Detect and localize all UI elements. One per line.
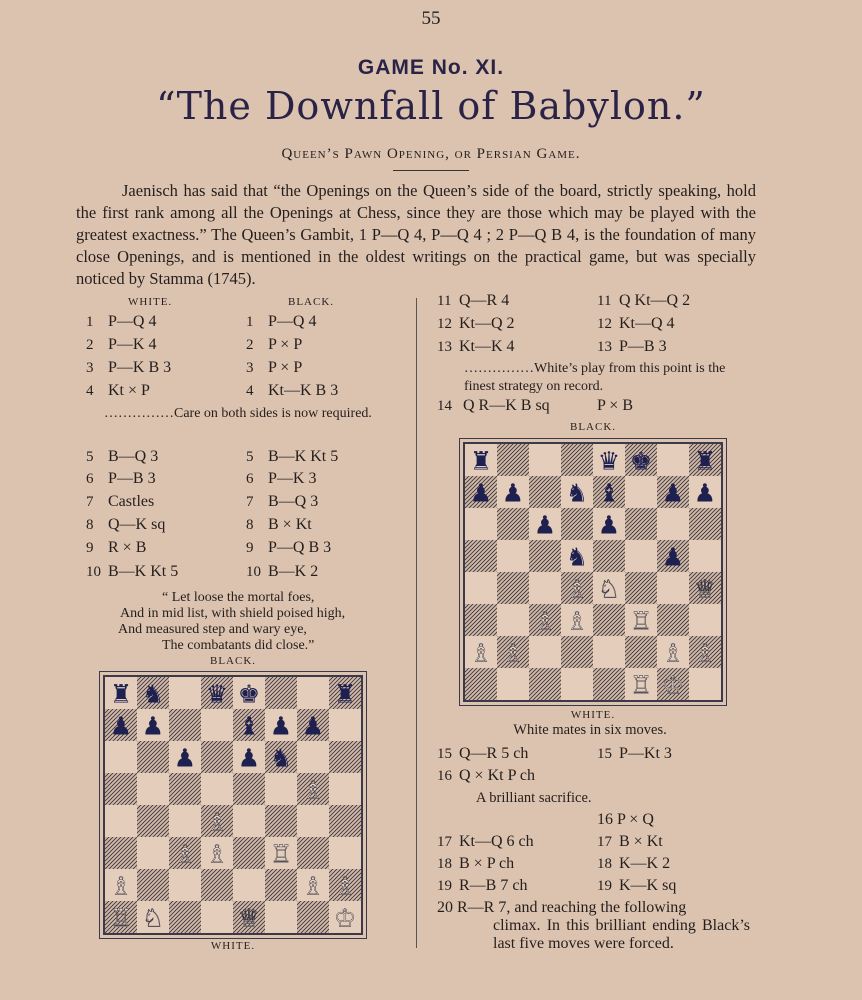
black-move — [597, 745, 672, 763]
light-square — [689, 604, 721, 636]
board1-top-label: BLACK. — [209, 655, 257, 667]
move-number: 5 — [246, 449, 254, 465]
move-row — [86, 448, 158, 466]
light-square — [265, 773, 297, 805]
black-pawn-icon: ♟ — [501, 478, 525, 508]
black-move-text: B × Kt — [619, 833, 663, 850]
white-move: Kt—K 4 — [459, 338, 515, 355]
move-20-continued: climax. In this brilliant ending Black’s last five moves were forced. — [493, 917, 750, 952]
black-rook-icon: ♜ — [109, 679, 133, 709]
divider-rule — [393, 170, 469, 171]
light-square — [497, 540, 529, 572]
white-bishop-icon: ♗ — [501, 638, 525, 668]
move-row — [437, 338, 515, 356]
white-rook-icon: ♖ — [269, 839, 293, 869]
white-bishop-icon: ♗ — [301, 775, 325, 805]
move-row — [86, 493, 154, 511]
move-row — [437, 292, 509, 310]
white-move: B—K Kt 5 — [108, 563, 179, 580]
white-move: Q—R 4 — [459, 292, 510, 309]
black-move — [246, 336, 302, 354]
white-move: B × P ch — [459, 855, 515, 872]
move-number: 5 — [86, 449, 94, 465]
black-pawn-icon: ♟ — [533, 510, 557, 540]
black-move-text: P—Q 4 — [268, 313, 317, 330]
move-row — [86, 359, 171, 377]
black-pawn-icon: ♟ — [109, 711, 133, 741]
move-row — [437, 315, 515, 333]
light-square — [297, 677, 329, 709]
move-number: 12 — [597, 316, 612, 332]
white-bishop-icon: ♗ — [333, 871, 357, 901]
black-pawn-icon: ♟ — [597, 510, 621, 540]
move-number: 13 — [597, 339, 612, 355]
white-move: Kt—Q 6 ch — [459, 833, 534, 850]
black-queen-icon: ♛ — [597, 446, 621, 476]
light-square — [201, 773, 233, 805]
black-rook-icon: ♜ — [469, 446, 493, 476]
game-title: GAME No. XI. — [357, 56, 505, 79]
white-knight-icon: ♘ — [141, 903, 165, 933]
light-square — [593, 636, 625, 668]
move-number: 9 — [86, 540, 94, 556]
white-king-icon: ♔ — [333, 903, 357, 933]
black-move — [597, 877, 676, 895]
white-move: B—Q 3 — [108, 448, 159, 465]
move-number: 9 — [246, 540, 254, 556]
mate-note: White mates in six moves. — [513, 722, 667, 738]
light-square — [233, 869, 265, 901]
poem-line: And in mid list, with shield poised high, — [120, 606, 346, 621]
black-move-text: Kt—Q 4 — [619, 315, 675, 332]
black-move-text: P—Q B 3 — [268, 539, 332, 556]
light-square — [105, 805, 137, 837]
black-pawn-icon: ♟ — [173, 743, 197, 773]
white-bishop-icon: ♗ — [661, 638, 685, 668]
move-number: 16 — [437, 768, 452, 784]
move-number: 1 — [246, 314, 254, 330]
move-number: 10 — [86, 564, 101, 580]
dark-square — [497, 572, 529, 604]
move-number: 2 — [86, 337, 94, 353]
white-bishop-icon: ♗ — [469, 638, 493, 668]
black-pawn-icon: ♟ — [237, 743, 261, 773]
black-move-16: 16 P × Q — [597, 811, 654, 828]
dark-square — [561, 636, 593, 668]
dark-square — [593, 604, 625, 636]
black-knight-icon: ♞ — [141, 679, 165, 709]
white-move: Q—K sq — [108, 516, 166, 533]
dark-square — [497, 508, 529, 540]
dark-square — [529, 668, 561, 700]
dark-square — [297, 901, 329, 933]
board2-top-label: BLACK. — [569, 421, 617, 433]
light-square — [297, 805, 329, 837]
white-move: P—K B 3 — [108, 359, 172, 376]
move-number: 3 — [86, 360, 94, 376]
dark-square — [105, 773, 137, 805]
black-queen-icon: ♛ — [205, 679, 229, 709]
black-bishop-icon: ♝ — [237, 711, 261, 741]
white-move: Q × Kt P ch — [459, 767, 535, 784]
intro-paragraph: Jaenisch has said that “the Openings on the Queen’s side of the board, strictly speaking, hold the first rank among all the Openings at Chess, since they are those which may be played with the greatest exactness.” The Queen’s Gambit, 1 P—Q 4, P—Q 4 ; 2 P—Q B 4, is the foundation of many close Openings, and is mentioned in the oldest writings on the practical game, but was specially noticed by Stamma (1745). — [76, 181, 756, 288]
note-strategy: ……………White’s play from this point is the finest strategy on record. — [464, 361, 726, 394]
move-number: 14 — [437, 398, 452, 414]
black-move — [246, 470, 316, 488]
white-rook-icon: ♖ — [629, 606, 653, 636]
move-row — [86, 382, 150, 400]
white-move: P—Q 4 — [108, 313, 157, 330]
black-pawn-icon: ♟ — [693, 478, 717, 508]
white-bishop-icon: ♗ — [173, 839, 197, 869]
light-square — [625, 540, 657, 572]
move-number: 13 — [437, 339, 452, 355]
dark-square — [561, 444, 593, 476]
black-move-text: B × Kt — [268, 516, 312, 533]
dark-square — [233, 773, 265, 805]
dark-square — [105, 837, 137, 869]
move-number: 17 — [597, 834, 612, 850]
move-number: 19 — [437, 878, 452, 894]
move-number: 19 — [597, 878, 612, 894]
black-move-text: B—Q 3 — [268, 493, 319, 510]
move-number: 11 — [597, 293, 612, 309]
white-header: WHITE. — [128, 296, 173, 308]
dark-square — [265, 869, 297, 901]
sacrifice-note: A brilliant sacrifice. — [476, 790, 592, 806]
light-square — [561, 668, 593, 700]
white-bishop-icon: ♗ — [565, 574, 589, 604]
move-number: 8 — [86, 517, 94, 533]
dark-square — [201, 741, 233, 773]
white-move: P—K 4 — [108, 336, 157, 353]
move-number: 6 — [86, 471, 94, 487]
light-square — [201, 709, 233, 741]
final-move-text — [437, 899, 750, 953]
column-divider — [416, 298, 417, 948]
move-row — [437, 767, 535, 785]
move-row — [437, 833, 534, 851]
move-row — [437, 855, 514, 873]
move-number: 18 — [437, 856, 452, 872]
black-move-text: P × P — [268, 336, 303, 353]
white-move: R—B 7 ch — [459, 877, 528, 894]
move-number: 11 — [437, 293, 452, 309]
light-square — [465, 508, 497, 540]
page-number: 55 — [421, 8, 441, 29]
light-square — [329, 773, 361, 805]
black-king-icon: ♚ — [629, 446, 653, 476]
light-square — [329, 709, 361, 741]
white-move: P—B 3 — [108, 470, 156, 487]
light-square — [329, 837, 361, 869]
move-number: 2 — [246, 337, 254, 353]
black-move-text: P—B 3 — [619, 338, 667, 355]
light-square — [657, 508, 689, 540]
move-number: 7 — [246, 494, 254, 510]
black-move-text: K—K sq — [619, 877, 677, 894]
light-square — [169, 805, 201, 837]
black-move — [597, 292, 690, 310]
move-number: 15 — [597, 746, 612, 762]
black-move-text: Kt—K B 3 — [268, 382, 339, 399]
dark-square — [465, 668, 497, 700]
opening-name: Queen’s Pawn Opening, or Persian Game. — [281, 146, 581, 162]
white-bishop-icon: ♗ — [205, 807, 229, 837]
light-square — [625, 476, 657, 508]
move-number: 4 — [86, 383, 94, 399]
dark-square — [265, 805, 297, 837]
dark-square — [497, 444, 529, 476]
game-subtitle: “The Downfall of Babylon.” — [156, 84, 706, 128]
black-pawn-icon: ♟ — [301, 711, 325, 741]
black-bishop-icon: ♝ — [597, 478, 621, 508]
white-queen-icon: ♕ — [693, 574, 717, 604]
move-number: 18 — [597, 856, 612, 872]
black-king-icon: ♚ — [237, 679, 261, 709]
move-number: 7 — [86, 494, 94, 510]
dark-square — [169, 773, 201, 805]
move-row — [437, 877, 527, 895]
dark-square — [529, 476, 561, 508]
light-square — [105, 741, 137, 773]
move-row — [86, 563, 178, 581]
black-knight-icon: ♞ — [565, 542, 589, 572]
white-move: Castles — [108, 493, 155, 510]
white-move: Q R—K B sq — [463, 397, 550, 414]
chess-diagram-2 — [463, 442, 723, 702]
light-square — [657, 444, 689, 476]
white-move: Q—R 5 ch — [459, 745, 529, 762]
dark-square — [169, 901, 201, 933]
move-number: 17 — [437, 834, 452, 850]
dark-square — [465, 604, 497, 636]
black-rook-icon: ♜ — [693, 446, 717, 476]
light-square — [689, 540, 721, 572]
black-move — [246, 563, 318, 581]
dark-square — [689, 508, 721, 540]
light-square — [497, 668, 529, 700]
poem-line: The combatants did close.” — [162, 638, 315, 653]
move-20: 20 R—R 7, and reaching the following — [437, 899, 687, 916]
dark-square — [625, 508, 657, 540]
board2-bottom-label: WHITE. — [570, 709, 616, 721]
light-square — [169, 869, 201, 901]
white-bishop-icon: ♗ — [109, 871, 133, 901]
black-move — [246, 516, 312, 534]
note-care: ……………Care on both sides is now required. — [104, 406, 372, 421]
black-move — [246, 359, 302, 377]
black-move — [597, 315, 675, 333]
white-bishop-icon: ♗ — [693, 638, 717, 668]
move-row — [437, 745, 528, 763]
chessboard — [105, 677, 361, 933]
white-bishop-icon: ♗ — [301, 871, 325, 901]
black-move — [597, 338, 667, 356]
move-number: 3 — [246, 360, 254, 376]
white-knight-icon: ♘ — [597, 574, 621, 604]
black-pawn-icon: ♟ — [269, 711, 293, 741]
white-bishop-icon: ♗ — [205, 839, 229, 869]
white-king-icon: ♔ — [661, 670, 685, 700]
move-row — [86, 313, 156, 331]
dark-square — [625, 636, 657, 668]
poem — [104, 590, 414, 654]
light-square — [265, 901, 297, 933]
light-square — [497, 604, 529, 636]
white-move: Kt × P — [108, 382, 150, 399]
light-square — [529, 636, 561, 668]
black-move — [246, 382, 338, 400]
light-square — [297, 741, 329, 773]
black-knight-icon: ♞ — [565, 478, 589, 508]
light-square — [201, 901, 233, 933]
white-rook-icon: ♖ — [109, 903, 133, 933]
black-move-text: B—K 2 — [268, 563, 319, 580]
light-square — [465, 572, 497, 604]
black-move-text: P × P — [268, 359, 303, 376]
light-square — [137, 773, 169, 805]
move-number: 6 — [246, 471, 254, 487]
dark-square — [265, 677, 297, 709]
move-number: 10 — [246, 564, 261, 580]
black-rook-icon: ♜ — [333, 679, 357, 709]
light-square — [169, 677, 201, 709]
move-number: 12 — [437, 316, 452, 332]
dark-square — [169, 709, 201, 741]
move-number: 4 — [246, 383, 254, 399]
black-knight-icon: ♞ — [269, 743, 293, 773]
black-move — [246, 493, 318, 511]
white-bishop-icon: ♗ — [565, 606, 589, 636]
white-move: Kt—Q 2 — [459, 315, 515, 332]
move-row — [86, 336, 156, 354]
light-square — [689, 668, 721, 700]
chessboard — [465, 444, 721, 700]
dark-square — [297, 837, 329, 869]
move-row — [86, 516, 165, 534]
white-rook-icon: ♖ — [629, 670, 653, 700]
chess-diagram-1 — [103, 675, 363, 935]
dark-square — [657, 604, 689, 636]
dark-square — [593, 540, 625, 572]
black-move-text: Q Kt—Q 2 — [619, 292, 691, 309]
move-row — [437, 397, 550, 415]
black-pawn-icon: ♟ — [661, 542, 685, 572]
light-square — [233, 805, 265, 837]
black-move-text: P—K 3 — [268, 470, 317, 487]
dark-square — [233, 837, 265, 869]
black-move — [597, 855, 670, 873]
dark-square — [137, 805, 169, 837]
black-move — [246, 539, 331, 557]
dark-square — [625, 572, 657, 604]
dark-square — [201, 869, 233, 901]
dark-square — [529, 540, 561, 572]
move-number: 8 — [246, 517, 254, 533]
black-pawn-icon: ♟ — [661, 478, 685, 508]
poem-line: And measured step and wary eye, — [118, 622, 307, 637]
move-row — [86, 470, 156, 488]
move-number: 1 — [86, 314, 94, 330]
black-move-text: K—K 2 — [619, 855, 671, 872]
dark-square — [329, 805, 361, 837]
black-move-text: B—K Kt 5 — [268, 448, 339, 465]
dark-square — [137, 741, 169, 773]
dark-square — [593, 668, 625, 700]
black-move — [597, 833, 663, 851]
board1-bottom-label: WHITE. — [210, 940, 256, 952]
move-number: 15 — [437, 746, 452, 762]
white-move: R × B — [108, 539, 147, 556]
dark-square — [465, 540, 497, 572]
black-pawn-icon: ♟ — [469, 478, 493, 508]
poem-line: “ Let loose the mortal foes, — [162, 590, 315, 605]
black-move — [246, 448, 338, 466]
black-move — [246, 313, 316, 331]
dark-square — [137, 869, 169, 901]
light-square — [137, 837, 169, 869]
light-square — [529, 572, 561, 604]
black-move: P × B — [597, 397, 633, 414]
light-square — [657, 572, 689, 604]
move-row — [86, 539, 146, 557]
white-bishop-icon: ♗ — [533, 606, 557, 636]
light-square — [529, 444, 561, 476]
black-header: BLACK. — [288, 296, 335, 308]
dark-square — [329, 741, 361, 773]
black-move-text: P—Kt 3 — [619, 745, 672, 762]
dark-square — [561, 508, 593, 540]
black-pawn-icon: ♟ — [141, 711, 165, 741]
white-queen-icon: ♕ — [237, 903, 261, 933]
